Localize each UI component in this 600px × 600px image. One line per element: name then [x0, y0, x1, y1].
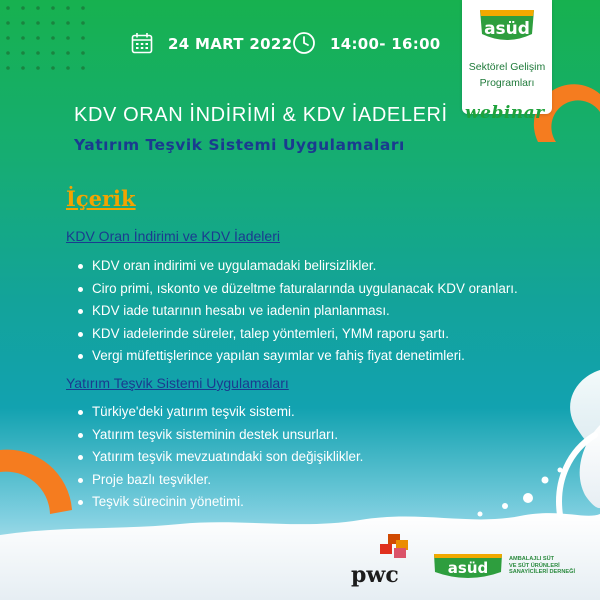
list-item: Yatırım teşvik sisteminin destek unsurları. [78, 426, 363, 449]
program-line-2: Programları [479, 77, 535, 89]
dot-grid-decoration [0, 0, 90, 80]
event-time: 14:00- 16:00 [330, 35, 441, 53]
list-item: Proje bazlı teşvikler. [78, 471, 363, 494]
list-item: Teşvik sürecinin yönetimi. [78, 493, 363, 516]
list-item: Yatırım teşvik mevzuatındaki son değişiklikler. [78, 448, 363, 471]
association-name [509, 556, 589, 576]
list-item: KDV oran indirimi ve uygulamadaki belirsizlikler. [78, 257, 518, 280]
list-item: Türkiye'deki yatırım teşvik sistemi. [78, 403, 363, 426]
page-subtitle: Yatırım Teşvik Sistemi Uygulamaları [74, 136, 405, 154]
list-item: KDV iadelerinde süreler, talep yöntemleri, YMM raporu şartı. [78, 325, 518, 348]
webinar-label: webinar [465, 103, 545, 123]
list-item: KDV iade tutarının hesabı ve iadenin planlanması. [78, 302, 518, 325]
content-heading: İçerik [66, 186, 136, 211]
asud-logo-text: asüd [484, 19, 530, 39]
program-line-1: Sektörel Gelişim [468, 61, 546, 73]
section-heading-tesvik: Yatırım Teşvik Sistemi Uygulamaları [66, 375, 289, 391]
association-line-2: VE SÜT ÜRÜNLERİ [509, 562, 560, 569]
list-item: Ciro primi, ıskonto ve düzeltme faturalarında uygulanacak KDV oranları. [78, 280, 518, 303]
pwc-logo-mark [372, 534, 414, 564]
asud-bottom-logo-text: asüd [447, 559, 489, 577]
asud-logo-badge [462, 0, 552, 114]
page-title: KDV ORAN İNDİRİMİ & KDV İADELERİ [74, 104, 448, 126]
clock-icon [292, 31, 316, 55]
section-heading-kdv: KDV Oran İndirimi ve KDV İadeleri [66, 228, 280, 244]
pwc-logo-text: pwc [351, 562, 399, 588]
asud-association-logo [432, 552, 504, 582]
list-item: Vergi müfettişlerince yapılan sayımlar ve fahiş fiyat denetimleri. [78, 347, 518, 370]
association-line-3: SANAYİCİLERİ DERNEĞİ [509, 569, 575, 576]
asud-shield-logo [477, 6, 537, 46]
calendar-icon [131, 32, 153, 54]
association-line-1: AMBALAJLI SÜT [509, 556, 555, 562]
event-date: 24 MART 2022 [168, 35, 293, 53]
